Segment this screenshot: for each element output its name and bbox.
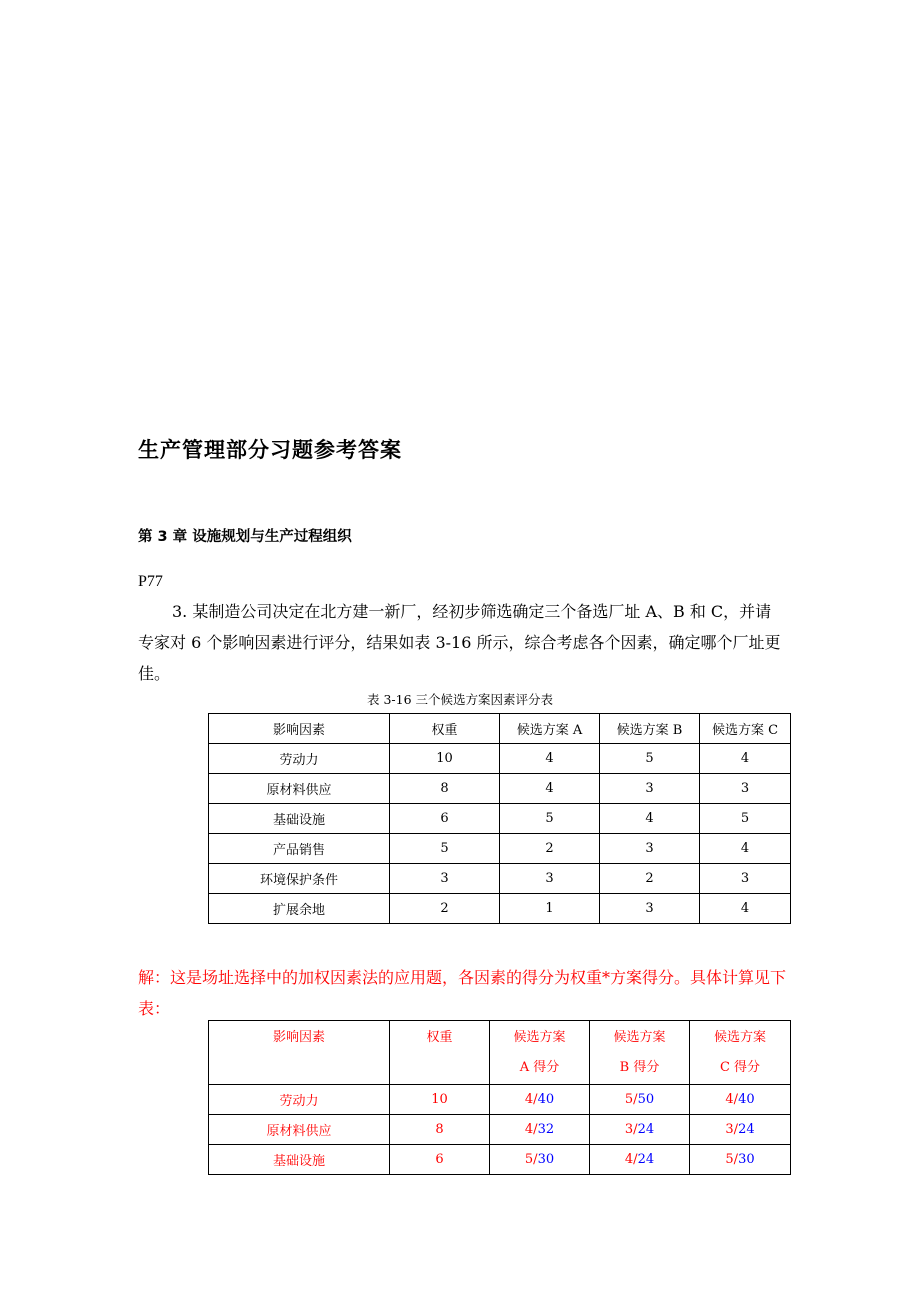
header-factor: 影响因素 — [209, 714, 390, 744]
cell-weight: 6 — [390, 1145, 490, 1175]
a-weighted-score: 32 — [537, 1122, 555, 1137]
table-row — [209, 804, 791, 834]
cell-c: 4 — [700, 834, 791, 864]
header-option-b-line2: B 得分 — [619, 1060, 660, 1075]
cell-c-score — [690, 1115, 791, 1145]
c-weighted-score: 24 — [738, 1122, 755, 1137]
separator: / — [733, 1152, 739, 1167]
separator: / — [633, 1122, 638, 1137]
a-weighted-score: 30 — [537, 1152, 555, 1167]
header-factor — [209, 1021, 390, 1085]
cell-factor: 扩展余地 — [209, 894, 390, 924]
header-weight-label: 权重 — [426, 1030, 453, 1045]
b-rating: 4 — [624, 1152, 634, 1167]
b-weighted-score: 50 — [637, 1092, 655, 1107]
cell-factor: 原材料供应 — [209, 1115, 390, 1145]
cell-c-score — [690, 1145, 791, 1175]
page-reference: P77 — [138, 573, 163, 590]
table-row — [209, 744, 791, 774]
cell-c: 4 — [700, 744, 791, 774]
cell-a-score — [490, 1085, 590, 1115]
cell-a: 2 — [500, 834, 600, 864]
table-row — [209, 894, 791, 924]
cell-weight: 10 — [390, 744, 500, 774]
cell-weight: 5 — [390, 834, 500, 864]
cell-a: 1 — [500, 894, 600, 924]
separator: / — [733, 1092, 739, 1107]
header-option-a: 候选方案 A — [500, 714, 600, 744]
cell-c: 3 — [700, 774, 791, 804]
cell-weight: 8 — [390, 774, 500, 804]
cell-factor: 基础设施 — [209, 1145, 390, 1175]
cell-b: 3 — [600, 894, 700, 924]
problem-statement: 3. 某制造公司决定在北方建一新厂，经初步筛选确定三个备选厂址 A、B 和 C，并请专家对 6 个影响因素进行评分，结果如表 3-16 所示，综合考虑各个因素，确定哪个厂址更佳。 — [138, 602, 781, 683]
cell-weight: 3 — [390, 864, 500, 894]
cell-a: 3 — [500, 864, 600, 894]
c-rating: 5 — [725, 1152, 734, 1167]
header-option-c-line2: C 得分 — [719, 1060, 761, 1075]
cell-b: 4 — [600, 804, 700, 834]
header-option-b-score — [590, 1021, 690, 1085]
header-option-b: 候选方案 B — [600, 714, 700, 744]
c-weighted-score: 40 — [738, 1092, 755, 1107]
document-title: 生产管理部分习题参考答案 — [138, 438, 402, 462]
cell-b: 2 — [600, 864, 700, 894]
solution-text: 解：这是场址选择中的加权因素法的应用题，各因素的得分为权重*方案得分。具体计算见下表： — [138, 968, 787, 1018]
a-rating: 4 — [524, 1092, 534, 1107]
b-weighted-score: 24 — [637, 1122, 655, 1137]
table-header-row — [209, 1021, 791, 1085]
cell-factor: 劳动力 — [209, 1085, 390, 1115]
cell-b-score — [590, 1115, 690, 1145]
cell-b: 3 — [600, 834, 700, 864]
header-option-a-line2: A 得分 — [519, 1060, 560, 1075]
cell-a-score — [490, 1145, 590, 1175]
cell-factor: 产品销售 — [209, 834, 390, 864]
cell-b: 3 — [600, 774, 700, 804]
table-row — [209, 864, 791, 894]
cell-b-score — [590, 1145, 690, 1175]
table-row — [209, 834, 791, 864]
header-factor-label: 影响因素 — [272, 1030, 325, 1045]
header-weight — [390, 1021, 490, 1085]
cell-factor: 环境保护条件 — [209, 864, 390, 894]
cell-a: 4 — [500, 744, 600, 774]
a-weighted-score: 40 — [537, 1092, 555, 1107]
table-header-row — [209, 714, 791, 744]
c-weighted-score: 30 — [738, 1152, 755, 1167]
cell-weight: 10 — [390, 1085, 490, 1115]
separator: / — [533, 1152, 538, 1167]
cell-weight: 8 — [390, 1115, 490, 1145]
cell-a: 4 — [500, 774, 600, 804]
separator: / — [533, 1092, 538, 1107]
header-option-a-line1: 候选方案 — [513, 1030, 566, 1045]
cell-factor: 原材料供应 — [209, 774, 390, 804]
header-option-c-score — [690, 1021, 791, 1085]
b-weighted-score: 24 — [637, 1152, 655, 1167]
cell-factor: 劳动力 — [209, 744, 390, 774]
header-option-c: 候选方案 C — [700, 714, 791, 744]
cell-a-score — [490, 1115, 590, 1145]
cell-weight: 2 — [390, 894, 500, 924]
b-rating: 5 — [624, 1092, 634, 1107]
table-row — [209, 774, 791, 804]
separator: / — [633, 1152, 638, 1167]
cell-b-score — [590, 1085, 690, 1115]
cell-c-score — [690, 1085, 791, 1115]
weighted-score-table — [208, 1020, 791, 1175]
c-rating: 3 — [725, 1122, 734, 1137]
header-option-a-score — [490, 1021, 590, 1085]
separator: / — [633, 1092, 638, 1107]
separator: / — [533, 1122, 538, 1137]
factor-score-table — [208, 713, 791, 924]
a-rating: 4 — [524, 1122, 534, 1137]
header-weight: 权重 — [390, 714, 500, 744]
cell-c: 4 — [700, 894, 791, 924]
table-row — [209, 1115, 791, 1145]
b-rating: 3 — [624, 1122, 634, 1137]
cell-c: 3 — [700, 864, 791, 894]
header-option-b-line1: 候选方案 — [613, 1030, 666, 1045]
separator: / — [733, 1122, 739, 1137]
cell-a: 5 — [500, 804, 600, 834]
cell-c: 5 — [700, 804, 791, 834]
cell-factor: 基础设施 — [209, 804, 390, 834]
c-rating: 4 — [725, 1092, 734, 1107]
table-row — [209, 1145, 791, 1175]
a-rating: 5 — [524, 1152, 534, 1167]
table-caption: 表 3-16 三个候选方案因素评分表 — [366, 692, 554, 707]
cell-b: 5 — [600, 744, 700, 774]
cell-weight: 6 — [390, 804, 500, 834]
chapter-heading: 第 3 章 设施规划与生产过程组织 — [138, 529, 352, 545]
table-row — [209, 1085, 791, 1115]
header-option-c-line1: 候选方案 — [713, 1030, 766, 1045]
